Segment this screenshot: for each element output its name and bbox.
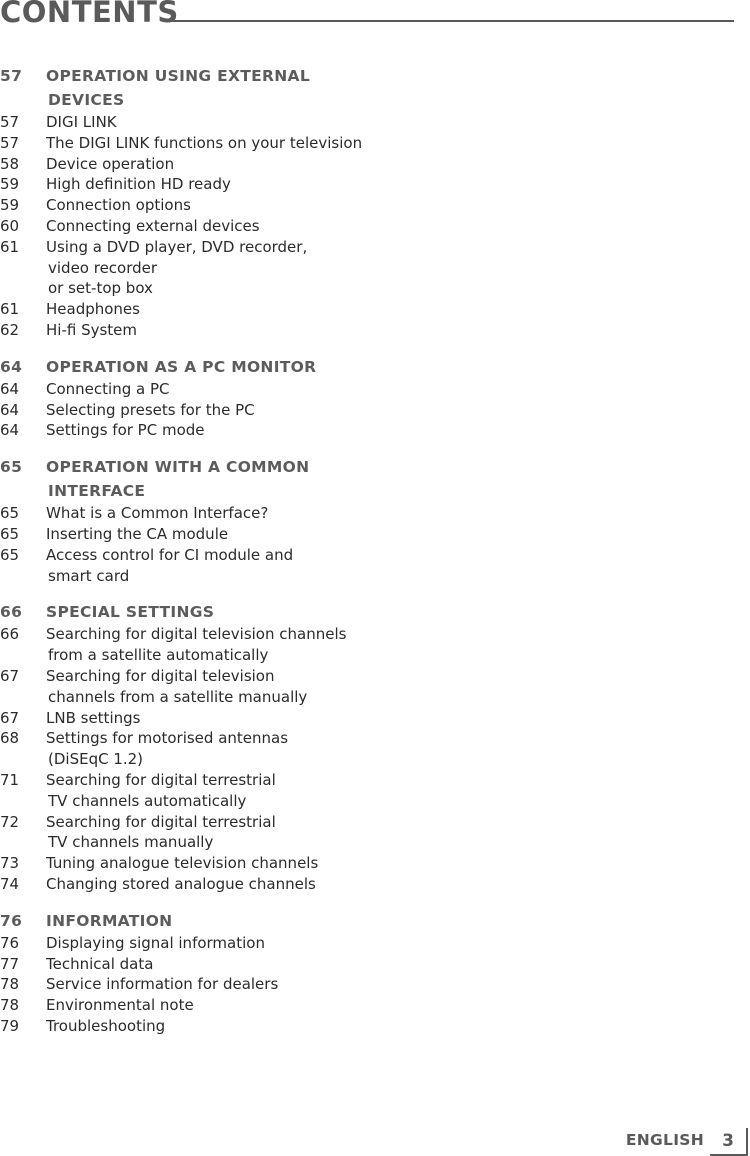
footer-page-number: 3 [710,1128,748,1156]
entry-title-line: channels from a satellite manually [48,687,308,706]
section-page-number: 66 [0,603,23,622]
entry-title-line: DIGI LINK [46,113,117,131]
entry-page-number: 78 [0,975,20,994]
entry-title-line: Access control for CI module and [46,545,294,564]
entry-title [46,237,446,299]
entry-title-line: Troubleshooting [46,1016,166,1035]
section-page-number: 65 [0,458,23,477]
toc-entry [0,995,740,1016]
section-heading [0,600,740,624]
toc-section [0,355,740,441]
entry-page-number: 77 [0,954,20,973]
entry-page-number: 57 [0,133,20,152]
toc-entry [0,195,740,216]
entry-title-line: The DIGI LINK functions on your television [46,133,363,152]
toc-section [0,909,740,1037]
section-title-line: DEVICES [48,91,125,109]
entry-title [46,400,446,421]
entry-page-number: 59 [0,175,20,194]
entry-page-number: 61 [0,237,20,256]
page-title: CONTENTS [0,0,179,29]
toc-entry [0,299,740,320]
entry-title [46,995,446,1016]
toc-entry [0,400,740,421]
section-title-line: OPERATION AS A PC MONITOR [46,357,317,376]
entry-page-number: 71 [0,770,20,789]
section-heading [0,64,740,112]
entry-title [46,216,446,237]
entry-title-line: Tuning analogue television channels [46,854,319,873]
toc-entry [0,624,740,666]
entry-title-line: Headphones [46,300,140,319]
toc-entry [0,874,740,895]
entry-page-number: 72 [0,812,20,831]
entry-title [46,974,446,995]
entry-page-number: 65 [0,545,20,564]
entry-page-number: 67 [0,666,20,685]
entry-title-line: Settings for PC mode [46,421,205,440]
toc-entry [0,320,740,341]
entry-title-line: from a satellite automatically [48,646,269,665]
entry-page-number: 76 [0,933,20,952]
section-page-number: 57 [0,67,23,85]
toc-entry [0,974,740,995]
entry-page-number: 73 [0,854,20,873]
toc-entry [0,379,740,400]
table-of-contents [0,64,740,1051]
entry-title-line: Selecting presets for the PC [46,400,255,419]
toc-entry [0,1016,740,1037]
entry-title [46,933,446,954]
entry-title [46,954,446,975]
entry-page-number: 62 [0,320,20,339]
entry-title-line: Searching for digital television channels [46,625,347,644]
entry-title [46,174,446,195]
entry-page-number: 64 [0,379,20,398]
entry-title [46,420,446,441]
entry-page-number: 61 [0,300,20,319]
toc-entry [0,666,740,708]
entry-title-line: Searching for digital terrestrial [46,812,276,831]
footer-language: ENGLISH [625,1131,704,1149]
entry-title-line: What is a Common Interface? [46,504,269,523]
entry-title-line: Inserting the CA module [46,524,229,543]
entry-title-line: TV channels manually [48,833,214,852]
header-rule [172,20,734,22]
section-title-line: OPERATION USING EXTERNAL [46,67,311,85]
toc-entry [0,503,740,524]
section-heading [0,909,740,933]
toc-entry [0,933,740,954]
entry-page-number: 68 [0,729,20,748]
section-heading [0,355,740,379]
entry-page-number: 74 [0,874,20,893]
toc-entry [0,728,740,770]
entry-title-line: video recorder [48,258,158,277]
section-title-line: INFORMATION [46,911,173,930]
page-footer [590,1122,750,1156]
section-title-line: INTERFACE [48,482,146,501]
entry-page-number: 79 [0,1016,20,1035]
entry-page-number: 57 [0,113,20,131]
toc-section [0,64,740,341]
entry-title [46,299,446,320]
entry-title-line: Environmental note [46,996,194,1015]
toc-entry [0,154,740,175]
entry-title [46,112,446,133]
entry-title [46,853,446,874]
entry-title-line: Hi-fi System [46,320,138,339]
entry-page-number: 60 [0,216,20,235]
section-page-number: 76 [0,911,23,930]
entry-title [46,524,446,545]
entry-page-number: 58 [0,154,20,173]
entry-title [46,195,446,216]
entry-page-number: 78 [0,996,20,1015]
entry-title-line: LNB settings [46,708,141,727]
entry-title [46,320,446,341]
section-title [46,600,336,624]
entry-title-line: Connection options [46,196,191,215]
entry-page-number: 66 [0,625,20,644]
entry-title-line: Service information for dealers [46,975,279,994]
entry-title [46,624,446,666]
entry-title-line: (DiSEqC 1.2) [48,750,144,769]
toc-entry [0,216,740,237]
toc-section [0,455,740,586]
toc-entry [0,770,740,812]
section-page-number: 64 [0,357,23,376]
entry-title-line: Using a DVD player, DVD recorder, [46,237,308,256]
entry-title-line: Device operation [46,154,175,173]
entry-title-line: Searching for digital terrestrial [46,770,276,789]
toc-entry [0,112,740,133]
page-header [0,0,734,28]
entry-title [46,1016,446,1037]
toc-entry [0,708,740,729]
toc-entry [0,420,740,441]
entry-title [46,770,446,812]
entry-title [46,728,446,770]
entry-title-line: Technical data [46,954,154,973]
entry-title [46,133,446,154]
toc-entry [0,237,740,299]
toc-entry [0,812,740,854]
entry-title [46,154,446,175]
toc-entry [0,524,740,545]
entry-title [46,874,446,895]
entry-title-line: Settings for motorised antennas [46,729,289,748]
entry-title-line: Connecting external devices [46,216,260,235]
toc-entry [0,954,740,975]
toc-entry [0,133,740,154]
entry-page-number: 67 [0,708,20,727]
section-title [46,455,336,503]
entry-title-line: smart card [48,566,130,585]
entry-title [46,545,446,587]
section-title [46,909,336,933]
entry-page-number: 64 [0,400,20,419]
entry-title-line: Searching for digital television [46,666,275,685]
entry-page-number: 65 [0,504,20,523]
entry-title-line: TV channels automatically [48,791,247,810]
entry-page-number: 59 [0,196,20,215]
entry-page-number: 64 [0,421,20,440]
entry-title [46,503,446,524]
toc-section [0,600,740,894]
toc-entry [0,545,740,587]
entry-title [46,666,446,708]
section-title [46,64,336,112]
section-title-line: OPERATION WITH A COMMON [46,458,310,477]
entry-title [46,708,446,729]
entry-title-line: or set-top box [48,279,153,298]
section-title-line: SPECIAL SETTINGS [46,603,215,622]
entry-title [46,812,446,854]
entry-title-line: Connecting a PC [46,379,170,398]
entry-title-line: Displaying signal information [46,933,265,952]
toc-entry [0,853,740,874]
section-heading [0,455,740,503]
entry-title [46,379,446,400]
entry-title-line: Changing stored analogue channels [46,874,316,893]
section-title [46,355,336,379]
entry-title-line: High definition HD ready [46,175,231,194]
toc-entry [0,174,740,195]
entry-page-number: 65 [0,524,20,543]
